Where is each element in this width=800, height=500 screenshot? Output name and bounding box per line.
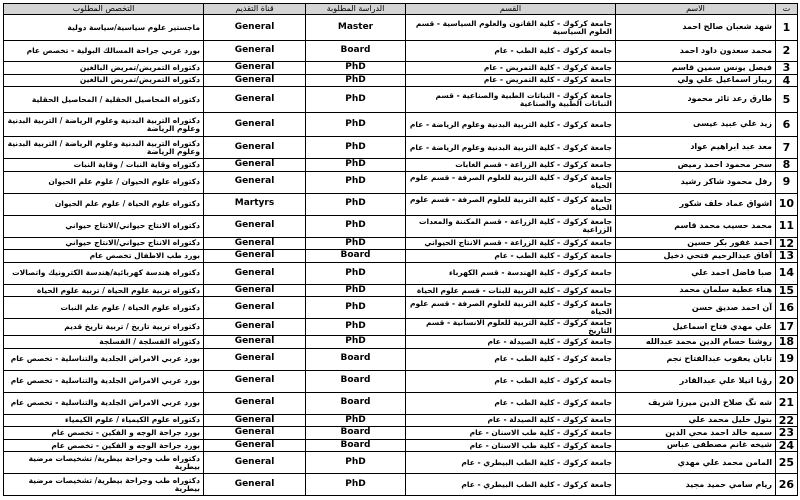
applicant-name: آن احمد صديق حسن bbox=[616, 297, 776, 319]
required-specialization: دكتوراه علوم الحياة / علوم علم الحيوان bbox=[4, 193, 204, 215]
applicant-name: شيخه غانم مصطفى عباس bbox=[616, 439, 776, 452]
department: جامعة كركوك - كلية التربية للعلوم الصرفة - قسم علوم الحياة bbox=[406, 171, 616, 193]
header-num: ت bbox=[776, 4, 798, 15]
required-study: PhD bbox=[306, 171, 406, 193]
department: جامعة كركوك - كلية الطب - عام bbox=[406, 392, 616, 414]
required-specialization: دكتوراه الانتاج حيواني/الانتاج حيواني bbox=[4, 237, 204, 250]
required-study: PhD bbox=[306, 452, 406, 474]
application-channel: General bbox=[204, 414, 306, 427]
required-specialization: دكتوراه التمريض/تمريض البالغين bbox=[4, 62, 204, 75]
table-row bbox=[4, 15, 798, 41]
required-study: PhD bbox=[306, 159, 406, 172]
row-number: 21 bbox=[776, 392, 798, 414]
required-specialization: دكتوراه طب وجراحة بيطرية/ تشخيصات مرضية بيطرية bbox=[4, 452, 204, 474]
department: جامعة كركوك - كلية الطب البيطري - عام bbox=[406, 452, 616, 474]
applicant-name: صبا فاضل احمد علي bbox=[616, 262, 776, 284]
applicant-name: فيصل يونس سمين قاسم bbox=[616, 62, 776, 75]
application-channel: Martyrs bbox=[204, 193, 306, 215]
applicant-name: ريباز اسماعيل علي ولي bbox=[616, 74, 776, 87]
row-number: 8 bbox=[776, 159, 798, 172]
table-row bbox=[4, 439, 798, 452]
required-specialization: دكتوراه علوم الحيوان / علوم علم الحيوان bbox=[4, 171, 204, 193]
department: جامعة كركوك - كلية طب الاسنان - عام bbox=[406, 439, 616, 452]
applicant-name: هناء عطية سلمان محمد bbox=[616, 284, 776, 297]
department: جامعة كركوك - كلية الزراعة - قسم الغابات bbox=[406, 159, 616, 172]
department: جامعة كركوك - كلية القانون والعلوم السياسية - قسم العلوم السياسية bbox=[406, 15, 616, 41]
row-number: 20 bbox=[776, 370, 798, 392]
table-row bbox=[4, 262, 798, 284]
department: جامعة كركوك - كلية الزراعة - قسم الانتاج الحيواني bbox=[406, 237, 616, 250]
application-channel: General bbox=[204, 474, 306, 496]
required-study: PhD bbox=[306, 62, 406, 75]
department: جامعة كركوك - كلية التمريض - عام bbox=[406, 62, 616, 75]
required-study: Board bbox=[306, 250, 406, 263]
row-number: 15 bbox=[776, 284, 798, 297]
row-number: 9 bbox=[776, 171, 798, 193]
header-channel: قناة التقديم bbox=[204, 4, 306, 15]
required-study: PhD bbox=[306, 193, 406, 215]
required-study: PhD bbox=[306, 74, 406, 87]
department: جامعة كركوك - كلية التربية للعلوم الانسانية - قسم التاريخ bbox=[406, 319, 616, 336]
department: جامعة كركوك - كلية الطب - عام bbox=[406, 250, 616, 263]
table-row bbox=[4, 284, 798, 297]
application-channel: General bbox=[204, 262, 306, 284]
applicant-name: آفاق عبدالرحيم فتحي دخيل bbox=[616, 250, 776, 263]
application-channel: General bbox=[204, 215, 306, 237]
required-study: PhD bbox=[306, 87, 406, 113]
table-row bbox=[4, 113, 798, 137]
row-number: 11 bbox=[776, 215, 798, 237]
applicant-name: سحر محمود احمد رميض bbox=[616, 159, 776, 172]
application-channel: General bbox=[204, 439, 306, 452]
required-specialization: دكتوراه علوم الكيمياء / علوم الكيمياء bbox=[4, 414, 204, 427]
table-row bbox=[4, 452, 798, 474]
required-specialization: بورد عربي الامراض الجلدية والتناسلية - تخصص عام bbox=[4, 348, 204, 370]
table-row bbox=[4, 74, 798, 87]
row-number: 5 bbox=[776, 87, 798, 113]
row-number: 6 bbox=[776, 113, 798, 137]
application-channel: General bbox=[204, 392, 306, 414]
required-study: Master bbox=[306, 15, 406, 41]
application-channel: General bbox=[204, 159, 306, 172]
required-study: PhD bbox=[306, 284, 406, 297]
table-row bbox=[4, 474, 798, 496]
applicant-name: محمد سعدون داود احمد bbox=[616, 41, 776, 62]
required-specialization: دكتوراه تربية علوم الحياة / تربية علوم الحياة bbox=[4, 284, 204, 297]
row-number: 16 bbox=[776, 297, 798, 319]
application-channel: General bbox=[204, 452, 306, 474]
required-specialization: دكتوراه الفسلجة / الفسلجة bbox=[4, 336, 204, 349]
application-channel: General bbox=[204, 284, 306, 297]
row-number: 26 bbox=[776, 474, 798, 496]
row-number: 13 bbox=[776, 250, 798, 263]
applicant-name: زيد علي عبيد عيسى bbox=[616, 113, 776, 137]
application-channel: General bbox=[204, 15, 306, 41]
applicant-name: معد عبد ابراهيم عواد bbox=[616, 137, 776, 159]
applicant-name: روشنا حسام الدين محمد عبدالله bbox=[616, 336, 776, 349]
required-study: PhD bbox=[306, 137, 406, 159]
header-study: الدراسة المطلوبة bbox=[306, 4, 406, 15]
table-row bbox=[4, 370, 798, 392]
applicant-name: اشواق عماد خلف شكور bbox=[616, 193, 776, 215]
table-row bbox=[4, 62, 798, 75]
required-study: Board bbox=[306, 348, 406, 370]
applicant-name: شه نگ صلاح الدين ميرزا شريف bbox=[616, 392, 776, 414]
applicant-name: شهد شعبان صالح احمد bbox=[616, 15, 776, 41]
row-number: 19 bbox=[776, 348, 798, 370]
required-study: Board bbox=[306, 41, 406, 62]
application-channel: General bbox=[204, 137, 306, 159]
required-study: PhD bbox=[306, 215, 406, 237]
required-study: Board bbox=[306, 392, 406, 414]
application-channel: General bbox=[204, 87, 306, 113]
department: جامعة كركوك - كلية التربية البدنية وعلوم الرياضة - عام bbox=[406, 113, 616, 137]
table-row bbox=[4, 237, 798, 250]
required-specialization: بورد طب الاطفال تخصص عام bbox=[4, 250, 204, 263]
applicant-name: رؤيا اتيلا علي عبدالقادر bbox=[616, 370, 776, 392]
applicant-name: سميه خالد احمد محي الدين bbox=[616, 427, 776, 440]
application-channel: General bbox=[204, 62, 306, 75]
application-channel: General bbox=[204, 297, 306, 319]
department: جامعة كركوك - كلية الهندسة - قسم الكهرباء bbox=[406, 262, 616, 284]
required-specialization: بورد عربي الامراض الجلدية والتناسلية - تخصص عام bbox=[4, 392, 204, 414]
required-specialization: دكتوراه التمريض/تمريض البالغين bbox=[4, 74, 204, 87]
table-row bbox=[4, 250, 798, 263]
required-study: PhD bbox=[306, 319, 406, 336]
department: جامعة كركوك - كلية التربية للعلوم الصرفة - قسم علوم الحياة bbox=[406, 193, 616, 215]
department: جامعة كركوك - كلية التمريض - عام bbox=[406, 74, 616, 87]
application-channel: General bbox=[204, 319, 306, 336]
required-study: Board bbox=[306, 439, 406, 452]
required-specialization: بورد جراحة الوجه و الفكين - تخصص عام bbox=[4, 427, 204, 440]
required-specialization: بورد جراحة الوجه و الفكين - تخصص عام bbox=[4, 439, 204, 452]
application-channel: General bbox=[204, 74, 306, 87]
required-study: PhD bbox=[306, 237, 406, 250]
table-row bbox=[4, 392, 798, 414]
table-row bbox=[4, 171, 798, 193]
department: جامعة كركوك - كلية الصيدلة - عام bbox=[406, 414, 616, 427]
applicant-name: طارق رعد ثائر محمود bbox=[616, 87, 776, 113]
department: جامعة كركوك - كلية طب الاسنان - عام bbox=[406, 427, 616, 440]
applicant-name: محمد حسيب محمد قاسم bbox=[616, 215, 776, 237]
department: جامعة كركوك - كلية التربية البدنية وعلوم الرياضة - عام bbox=[406, 137, 616, 159]
department: جامعة كركوك - النباتات الطبية والصناعية - قسم النباتات الطبية والصناعية bbox=[406, 87, 616, 113]
row-number: 25 bbox=[776, 452, 798, 474]
table-row bbox=[4, 215, 798, 237]
applicant-name: رفل محمود شاكر رشيد bbox=[616, 171, 776, 193]
applicant-name: المامن محمد علي مهدي bbox=[616, 452, 776, 474]
department: جامعة كركوك - كلية الطب البيطري - عام bbox=[406, 474, 616, 496]
row-number: 10 bbox=[776, 193, 798, 215]
row-number: 24 bbox=[776, 439, 798, 452]
required-specialization: دكتوراه الانتاج حيواني/الانتاج حيواني bbox=[4, 215, 204, 237]
department: جامعة كركوك - كلية الطب - عام bbox=[406, 348, 616, 370]
row-number: 12 bbox=[776, 237, 798, 250]
application-channel: General bbox=[204, 171, 306, 193]
application-channel: General bbox=[204, 250, 306, 263]
department: جامعة كركوك - كلية التربية للبنات - قسم علوم الحياة bbox=[406, 284, 616, 297]
table-row bbox=[4, 414, 798, 427]
row-number: 17 bbox=[776, 319, 798, 336]
required-study: PhD bbox=[306, 336, 406, 349]
row-number: 22 bbox=[776, 414, 798, 427]
required-study: PhD bbox=[306, 297, 406, 319]
required-specialization: دكتوراه علوم الحياة / علوم علم النبات bbox=[4, 297, 204, 319]
table-row bbox=[4, 159, 798, 172]
required-specialization: دكتوراه التربية البدنية وعلوم الرياضة / التربية البدنية وعلوم الرياضة bbox=[4, 137, 204, 159]
applicant-name: علي مهدي فتاح اسماعيل bbox=[616, 319, 776, 336]
table-body bbox=[4, 15, 798, 496]
applicant-name: بتول خليل محمد علي bbox=[616, 414, 776, 427]
required-specialization: دكتوراه وقاية النبات / وقاية النبات bbox=[4, 159, 204, 172]
table-row bbox=[4, 193, 798, 215]
application-channel: General bbox=[204, 41, 306, 62]
department: جامعة كركوك - كلية الصيدلة - عام bbox=[406, 336, 616, 349]
required-study: PhD bbox=[306, 262, 406, 284]
row-number: 7 bbox=[776, 137, 798, 159]
required-specialization: بورد عربي الامراض الجلدية والتناسلية - تخصص عام bbox=[4, 370, 204, 392]
row-number: 1 bbox=[776, 15, 798, 41]
table-row bbox=[4, 41, 798, 62]
table-row bbox=[4, 336, 798, 349]
header-name: الاسم bbox=[616, 4, 776, 15]
required-specialization: دكتوراه طب وجراحة بيطرية/ تشخيصات مرضية بيطرية bbox=[4, 474, 204, 496]
table-row bbox=[4, 297, 798, 319]
table-header-row bbox=[4, 4, 798, 15]
table-row bbox=[4, 137, 798, 159]
row-number: 18 bbox=[776, 336, 798, 349]
application-channel: General bbox=[204, 370, 306, 392]
department: جامعة كركوك - كلية الطب - عام bbox=[406, 370, 616, 392]
row-number: 3 bbox=[776, 62, 798, 75]
application-channel: General bbox=[204, 348, 306, 370]
required-specialization: دكتوراه التربية البدنية وعلوم الرياضة / التربية البدنية وعلوم الرياضة bbox=[4, 113, 204, 137]
applicant-name: تابان يعقوب عبدالفتاح نجم bbox=[616, 348, 776, 370]
required-specialization: دكتوراه المحاصيل الحقلية / المحاصيل الحقلية bbox=[4, 87, 204, 113]
row-number: 14 bbox=[776, 262, 798, 284]
table-row bbox=[4, 87, 798, 113]
required-specialization: ماجستير علوم سياسية/سياسة دولية bbox=[4, 15, 204, 41]
required-study: PhD bbox=[306, 113, 406, 137]
department: جامعة كركوك - كلية الطب - عام bbox=[406, 41, 616, 62]
required-study: Board bbox=[306, 370, 406, 392]
row-number: 2 bbox=[776, 41, 798, 62]
table-row bbox=[4, 319, 798, 336]
header-spec: التخصص المطلوب bbox=[4, 4, 204, 15]
required-specialization: بورد عربي جراحة المسالك البولية - تخصص عام bbox=[4, 41, 204, 62]
row-number: 23 bbox=[776, 427, 798, 440]
applicants-table bbox=[3, 3, 798, 496]
required-study: Board bbox=[306, 427, 406, 440]
required-specialization: دكتوراه هندسة كهربائية/هندسة الكترونيك واتصالات bbox=[4, 262, 204, 284]
department: جامعة كركوك - كلية الزراعة - قسم المكننة والمعدات الزراعية bbox=[406, 215, 616, 237]
application-channel: General bbox=[204, 113, 306, 137]
application-channel: General bbox=[204, 427, 306, 440]
application-channel: General bbox=[204, 237, 306, 250]
required-study: PhD bbox=[306, 474, 406, 496]
table-row bbox=[4, 427, 798, 440]
application-channel: General bbox=[204, 336, 306, 349]
table-row bbox=[4, 348, 798, 370]
header-dept: القسم bbox=[406, 4, 616, 15]
required-specialization: دكتوراه تربية تاريخ / تربية تاريخ قديم bbox=[4, 319, 204, 336]
required-study: PhD bbox=[306, 414, 406, 427]
department: جامعة كركوك - كلية التربية للعلوم الصرفة - قسم علوم الحياة bbox=[406, 297, 616, 319]
row-number: 4 bbox=[776, 74, 798, 87]
applicant-name: ريام سامي حميد مجيد bbox=[616, 474, 776, 496]
applicant-name: احمد غفور بكر حسين bbox=[616, 237, 776, 250]
